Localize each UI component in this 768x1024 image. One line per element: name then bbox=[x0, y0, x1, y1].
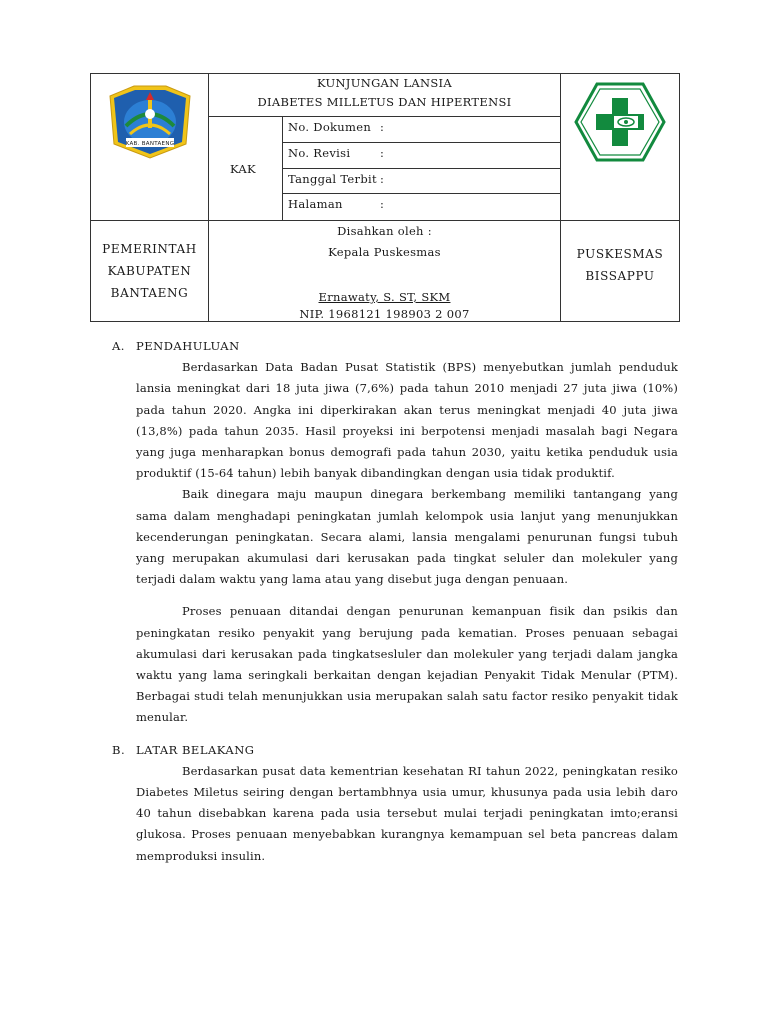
logo-caption: KAB. BANTAENG bbox=[125, 141, 174, 147]
paragraph: Berdasarkan pusat data kementrian kesehatan RI tahun 2022, peningkatan resiko Diabetes Miletus seiring dengan bertambhnya usia umur, khusunya pada usia lebih daro 40 tahun disebabkan karena pada usia tersebut mulai terjadi peningkatan imto;eransi glukosa. Proses penuaan menyebabkan kurangnya kemampuan sel beta pancreas dalam memproduksi insulin. bbox=[136, 763, 678, 863]
approver-title: Kepala Puskesmas bbox=[328, 245, 441, 259]
document-body bbox=[112, 336, 678, 867]
meta-item-page: Halaman : bbox=[288, 197, 385, 212]
paragraph: Berdasarkan Data Badan Pusat Statistik (BPS) menyebutkan jumlah penduduk lansia meningkat dari 18 juta jiwa (7,6%) pada tahun 2010 menjadi 27 juta jiwa (10%) pada tahun 2020. Angka ini diperkirakan akan terus meningkat menjadi 40 juta jiwa (13,8%) pada tahun 2035. Hasil proyeksi ini berpotensi menjadi masalah bagi Negara yang juga menharapkan bonus demografi pada tahun 2030, yaitu ketika penduduk usia produktif (15-64 tahun) lebih banyak dibandingkan dengan usia tidak produktif. bbox=[136, 360, 678, 481]
approval-cell bbox=[209, 221, 561, 322]
paragraph: Baik dinegara maju maupun dinegara berkembang memiliki tantangang yang sama dalam menghadapi peningkatan jumlah kelompok usia lanjut yang menunjukkan kecenderungan peningkatan. Secara alami, lansia mengalami penurunan fungsi tubuh yang merupakan akumulasi dari kerusakan pada tingkat seluler dan molekuler yang terjadi dalam waktu yang lama atau yang disebut juga dengan penuaan. bbox=[136, 487, 678, 587]
document-title bbox=[209, 74, 560, 116]
approver-nip: NIP. 1968121 198903 2 007 bbox=[299, 307, 470, 321]
regency-logo-cell bbox=[91, 74, 209, 221]
puskesmas-name: PUSKESMAS BISSAPPU bbox=[576, 247, 664, 283]
puskesmas-logo-cell bbox=[561, 74, 680, 221]
puskesmas-name-cell bbox=[561, 221, 680, 322]
title-cell bbox=[209, 74, 561, 221]
kak-row bbox=[209, 116, 560, 220]
puskesmas-logo bbox=[574, 82, 666, 162]
approved-by-label: Disahkan oleh : bbox=[337, 224, 432, 238]
title-line-1: KUNJUNGAN LANSIA bbox=[316, 76, 453, 90]
meta-item-document-number: No. Dokumen : bbox=[283, 117, 560, 143]
paragraph: Proses penuaan ditandai dengan penurunan kemanpuan fisik dan psikis dan peningkatan resiko penyakit yang berujung pada kematian. Proses penuaan sebagai akumulasi dari kerusakan pada tingkatsesluler dan molekuler yang terjadi dalam jangka waktu yang lama seringkali berkaitan dengan kejadian Penyakit Tidak Menular (PTM). Berbagai studi telah menunjukkan usia merupakan salah satu factor resiko penyakit tidak menular. bbox=[136, 604, 678, 725]
regency-name: PEMERINTAH KABUPATEN BANTAENG bbox=[102, 242, 197, 300]
approver-name: Ernawaty, S. ST, SKM bbox=[318, 290, 451, 304]
document-header-table bbox=[90, 73, 680, 322]
regency-name-cell bbox=[91, 221, 209, 322]
section-heading-pendahuluan: A. PENDAHULUAN bbox=[112, 339, 240, 353]
title-line-2: DIABETES MILLETUS DAN HIPERTENSI bbox=[257, 95, 512, 109]
bantaeng-regency-logo bbox=[104, 82, 196, 160]
kak-label: KAK bbox=[209, 117, 283, 220]
document-meta-list bbox=[283, 117, 560, 220]
approval-block bbox=[209, 221, 560, 321]
meta-item-issue-date: Tanggal Terbit : bbox=[283, 169, 560, 195]
meta-item-revision: No. Revisi : bbox=[283, 143, 560, 169]
section-heading-latar-belakang: B. LATAR BELAKANG bbox=[112, 742, 255, 757]
